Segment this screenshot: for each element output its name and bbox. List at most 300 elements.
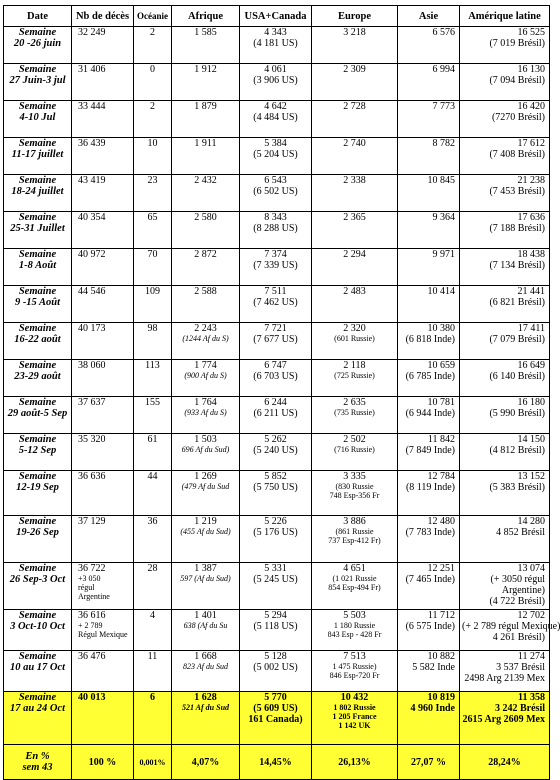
cell-europe-line: 1 475 Russie) bbox=[332, 662, 377, 671]
cell-asia-line: 8 782 bbox=[432, 138, 455, 149]
cell-europe-line: 2 338 bbox=[343, 175, 366, 186]
cell-date-line: Semaine bbox=[18, 323, 57, 334]
cell-latin-america bbox=[460, 651, 550, 692]
cell-usa-canada-line: 5 770 bbox=[264, 692, 287, 703]
cell-deaths-line: +3 050 bbox=[78, 574, 101, 583]
cell-usa-canada-line: 5 128 bbox=[264, 651, 287, 662]
cell-europe bbox=[312, 651, 398, 692]
cell-asia-line: 10 414 bbox=[427, 286, 455, 297]
cell-latin-america bbox=[460, 101, 550, 138]
cell-africa bbox=[172, 434, 240, 471]
cell-deaths-line: Régul Mexique bbox=[78, 630, 128, 639]
cell-asia bbox=[398, 138, 460, 175]
cell-date-line: 1-8 Août bbox=[18, 260, 57, 271]
cell-usa-canada-line: (5 245 US) bbox=[253, 574, 298, 585]
cell-oceania bbox=[134, 175, 172, 212]
cell-latin-america-line: 3 242 Brésil bbox=[495, 703, 545, 714]
cell-oceania-line: 11 bbox=[147, 651, 158, 662]
cell-oceania-line: 2 bbox=[150, 101, 155, 112]
cell-asia bbox=[398, 27, 460, 64]
cell-europe-line: 846 Esp-720 Fr bbox=[329, 671, 380, 680]
cell-europe-line: 10 432 bbox=[340, 692, 369, 703]
cell-europe-line: 1 142 UK bbox=[338, 721, 371, 730]
percent-asia: 27,07 % bbox=[398, 745, 460, 780]
cell-asia bbox=[398, 651, 460, 692]
cell-latin-america-line: 2498 Arg 2139 Mex bbox=[464, 673, 545, 684]
cell-europe bbox=[312, 212, 398, 249]
cell-usa-canada bbox=[240, 64, 312, 101]
table-row bbox=[4, 360, 550, 397]
cell-oceania-line: 155 bbox=[145, 397, 160, 408]
cell-asia bbox=[398, 175, 460, 212]
cell-usa-canada bbox=[240, 471, 312, 516]
cell-oceania bbox=[134, 64, 172, 101]
cell-usa-canada-line: 6 244 bbox=[264, 397, 287, 408]
cell-usa-canada bbox=[240, 212, 312, 249]
cell-date bbox=[4, 175, 72, 212]
cell-asia-line: 9 364 bbox=[432, 212, 455, 223]
percent-latin-america: 28,24% bbox=[460, 745, 550, 780]
cell-usa-canada bbox=[240, 563, 312, 610]
header-africa: Afrique bbox=[172, 6, 240, 27]
cell-asia-line: 12 251 bbox=[427, 563, 455, 574]
cell-oceania bbox=[134, 323, 172, 360]
cell-usa-canada-line: 6 747 bbox=[264, 360, 287, 371]
cell-date-line: 4-10 Jul bbox=[19, 112, 56, 123]
cell-oceania-line: 6 bbox=[150, 692, 155, 703]
cell-asia-line: 4 960 Inde bbox=[410, 703, 455, 714]
cell-europe-line: 748 Esp-356 Fr bbox=[329, 491, 380, 500]
cell-deaths-line: 40 354 bbox=[78, 212, 106, 223]
cell-asia-line: (6 575 Inde) bbox=[405, 621, 455, 632]
header-oceania: Océanie bbox=[134, 6, 172, 27]
cell-europe-line: (716 Russie) bbox=[334, 445, 375, 454]
cell-latin-america-line: 16 649 bbox=[517, 360, 545, 371]
cell-latin-america-line: (7 408 Brésil) bbox=[489, 149, 545, 160]
cell-usa-canada-line: 5 262 bbox=[264, 434, 287, 445]
cell-europe bbox=[312, 471, 398, 516]
cell-date-line: 3 Oct-10 Oct bbox=[10, 621, 65, 632]
cell-asia bbox=[398, 286, 460, 323]
cell-date-line: Semaine bbox=[18, 27, 57, 38]
deaths-table bbox=[3, 5, 560, 780]
cell-latin-america-line: 17 411 bbox=[517, 323, 545, 334]
cell-africa-line: 1 879 bbox=[194, 101, 217, 112]
cell-europe bbox=[312, 610, 398, 651]
table-row bbox=[4, 471, 550, 516]
cell-asia bbox=[398, 471, 460, 516]
cell-usa-canada bbox=[240, 397, 312, 434]
cell-latin-america bbox=[460, 175, 550, 212]
cell-deaths-line: 44 546 bbox=[78, 286, 106, 297]
table-row bbox=[4, 64, 550, 101]
header-deaths: Nb de décès bbox=[72, 6, 134, 27]
cell-date-line: 23-29 août bbox=[14, 371, 61, 382]
cell-deaths-line: 37 637 bbox=[78, 397, 106, 408]
cell-europe bbox=[312, 286, 398, 323]
cell-oceania-line: 23 bbox=[147, 175, 158, 186]
table-row bbox=[4, 27, 550, 64]
table-row bbox=[4, 692, 550, 745]
cell-date-line: Semaine bbox=[18, 101, 57, 112]
cell-usa-canada-line: 5 852 bbox=[264, 471, 287, 482]
cell-latin-america bbox=[460, 692, 550, 745]
cell-deaths-line: 31 406 bbox=[78, 64, 106, 75]
cell-date-line: Semaine bbox=[18, 138, 57, 149]
cell-usa-canada bbox=[240, 651, 312, 692]
cell-date bbox=[4, 27, 72, 64]
cell-asia bbox=[398, 64, 460, 101]
percent-europe: 26,13% bbox=[312, 745, 398, 780]
cell-europe-line: 3 218 bbox=[343, 27, 366, 38]
cell-date-line: Semaine bbox=[18, 610, 57, 621]
cell-latin-america-line: 4 261 Brésil) bbox=[492, 632, 545, 643]
cell-latin-america-line: 17 636 bbox=[517, 212, 545, 223]
cell-usa-canada-line: 8 343 bbox=[264, 212, 287, 223]
cell-africa bbox=[172, 138, 240, 175]
cell-africa-line: 696 Af du Sud) bbox=[181, 445, 230, 454]
cell-date bbox=[4, 323, 72, 360]
cell-deaths-line: 43 419 bbox=[78, 175, 106, 186]
cell-deaths bbox=[72, 64, 134, 101]
cell-africa bbox=[172, 249, 240, 286]
cell-date-line: Semaine bbox=[18, 286, 57, 297]
cell-europe-line: 4 651 bbox=[343, 563, 366, 574]
cell-africa-line: 1 668 bbox=[194, 651, 217, 662]
cell-oceania bbox=[134, 101, 172, 138]
cell-europe bbox=[312, 397, 398, 434]
cell-deaths-line: 40 013 bbox=[78, 692, 106, 703]
cell-usa-canada-line: 4 061 bbox=[264, 64, 287, 75]
cell-africa-line: 638 (Af du Su bbox=[183, 621, 228, 630]
cell-usa-canada-line: (5 002 US) bbox=[253, 662, 298, 673]
cell-deaths bbox=[72, 360, 134, 397]
cell-latin-america bbox=[460, 397, 550, 434]
cell-asia bbox=[398, 516, 460, 563]
cell-usa-canada-line: (4 181 US) bbox=[253, 38, 298, 49]
cell-africa bbox=[172, 516, 240, 563]
cell-oceania-line: 44 bbox=[147, 471, 158, 482]
cell-latin-america-line: 16 130 bbox=[517, 64, 545, 75]
cell-deaths bbox=[72, 101, 134, 138]
cell-africa-line: (1244 Af du S) bbox=[182, 334, 229, 343]
cell-africa-line: 1 585 bbox=[194, 27, 217, 38]
cell-usa-canada bbox=[240, 138, 312, 175]
cell-asia-line: 10 845 bbox=[427, 175, 455, 186]
cell-oceania bbox=[134, 27, 172, 64]
cell-africa-line: 1 774 bbox=[194, 360, 217, 371]
cell-deaths bbox=[72, 651, 134, 692]
cell-date bbox=[4, 286, 72, 323]
cell-africa-line: 2 580 bbox=[194, 212, 217, 223]
cell-asia-line: 12 784 bbox=[427, 471, 455, 482]
cell-latin-america-line: 21 441 bbox=[517, 286, 545, 297]
cell-africa-line: (455 Af du Sud) bbox=[180, 527, 231, 536]
cell-oceania-line: 109 bbox=[145, 286, 160, 297]
cell-deaths bbox=[72, 434, 134, 471]
cell-europe bbox=[312, 101, 398, 138]
cell-europe bbox=[312, 175, 398, 212]
cell-usa-canada-line: 6 543 bbox=[264, 175, 287, 186]
cell-africa-line: (479 Af du Sud bbox=[181, 482, 230, 491]
cell-usa-canada-line: (5 204 US) bbox=[253, 149, 298, 160]
cell-oceania-line: 70 bbox=[147, 249, 158, 260]
cell-date bbox=[4, 563, 72, 610]
cell-europe-line: 2 365 bbox=[343, 212, 366, 223]
cell-asia-line: 11 842 bbox=[427, 434, 455, 445]
cell-date-line: 9 -15 Août bbox=[14, 297, 61, 308]
cell-latin-america bbox=[460, 64, 550, 101]
cell-latin-america-line: 16 420 bbox=[517, 101, 545, 112]
cell-europe bbox=[312, 64, 398, 101]
cell-oceania bbox=[134, 471, 172, 516]
cell-asia-line: 7 773 bbox=[432, 101, 455, 112]
cell-latin-america bbox=[460, 249, 550, 286]
cell-date-line: Semaine bbox=[18, 249, 57, 260]
cell-europe-line: (830 Russie bbox=[335, 482, 374, 491]
cell-latin-america bbox=[460, 138, 550, 175]
cell-date-line: Semaine bbox=[18, 212, 57, 223]
cell-latin-america-line: 17 612 bbox=[517, 138, 545, 149]
cell-asia-line: 10 882 bbox=[427, 651, 455, 662]
cell-usa-canada-line: 7 374 bbox=[264, 249, 287, 260]
table-row bbox=[4, 323, 550, 360]
cell-usa-canada-line: (6 211 US) bbox=[253, 408, 298, 419]
cell-europe bbox=[312, 138, 398, 175]
cell-date-line: 5-12 Sep bbox=[18, 445, 57, 456]
cell-usa-canada-line: 4 343 bbox=[264, 27, 287, 38]
cell-usa-canada-line: 161 Canada) bbox=[248, 714, 303, 725]
cell-usa-canada-line: (8 288 US) bbox=[253, 223, 298, 234]
cell-deaths-line: 36 476 bbox=[78, 651, 106, 662]
table-row bbox=[4, 516, 550, 563]
cell-europe-line: 843 Esp - 428 Fr bbox=[327, 630, 382, 639]
cell-deaths bbox=[72, 692, 134, 745]
cell-latin-america-line: (+ 3050 régul bbox=[490, 574, 545, 585]
cell-europe bbox=[312, 516, 398, 563]
percent-deaths: 100 % bbox=[72, 745, 134, 780]
cell-africa bbox=[172, 397, 240, 434]
header-date: Date bbox=[4, 6, 72, 27]
cell-oceania-line: 61 bbox=[147, 434, 158, 445]
cell-deaths-line: 40 173 bbox=[78, 323, 106, 334]
cell-latin-america-line: (4 722 Brésil) bbox=[489, 596, 545, 607]
cell-oceania bbox=[134, 249, 172, 286]
cell-latin-america-line: (7270 Brésil) bbox=[491, 112, 545, 123]
cell-latin-america bbox=[460, 516, 550, 563]
cell-date bbox=[4, 692, 72, 745]
cell-date-line: 27 Juin-3 jul bbox=[9, 75, 66, 86]
cell-oceania bbox=[134, 286, 172, 323]
cell-africa bbox=[172, 175, 240, 212]
cell-date bbox=[4, 138, 72, 175]
cell-asia-line: 6 576 bbox=[432, 27, 455, 38]
cell-asia bbox=[398, 692, 460, 745]
table-row bbox=[4, 651, 550, 692]
cell-europe-line: 1 802 Russie bbox=[333, 703, 376, 712]
cell-asia bbox=[398, 212, 460, 249]
cell-latin-america-line: (7 079 Brésil) bbox=[489, 334, 545, 345]
cell-date-line: Semaine bbox=[18, 651, 57, 662]
cell-asia-line: (7 849 Inde) bbox=[405, 445, 455, 456]
cell-europe bbox=[312, 27, 398, 64]
cell-latin-america-line: 18 438 bbox=[517, 249, 545, 260]
cell-europe-line: (861 Russie bbox=[335, 527, 374, 536]
cell-asia-line: (6 818 Inde) bbox=[405, 334, 455, 345]
cell-date-line: 10 au 17 Oct bbox=[9, 662, 66, 673]
cell-europe bbox=[312, 434, 398, 471]
cell-latin-america bbox=[460, 27, 550, 64]
cell-europe-line: 1 205 France bbox=[332, 712, 377, 721]
cell-europe-line: 5 503 bbox=[343, 610, 366, 621]
cell-latin-america-line: (5 383 Brésil) bbox=[489, 482, 545, 493]
cell-europe-line: 854 Esp-494 Fr) bbox=[328, 583, 381, 592]
cell-africa-line: 1 912 bbox=[194, 64, 217, 75]
cell-oceania bbox=[134, 610, 172, 651]
cell-africa-line: 1 503 bbox=[194, 434, 217, 445]
cell-africa-line: 1 269 bbox=[194, 471, 217, 482]
cell-europe-line: 2 294 bbox=[343, 249, 366, 260]
cell-deaths-line: régul bbox=[78, 583, 95, 592]
cell-deaths-line: 32 249 bbox=[78, 27, 106, 38]
cell-asia bbox=[398, 101, 460, 138]
cell-africa bbox=[172, 64, 240, 101]
cell-oceania bbox=[134, 138, 172, 175]
cell-date-line: Semaine bbox=[18, 516, 57, 527]
cell-latin-america bbox=[460, 434, 550, 471]
cell-date bbox=[4, 249, 72, 286]
cell-europe-line: 2 728 bbox=[343, 101, 366, 112]
cell-asia-line: (6 944 Inde) bbox=[405, 408, 455, 419]
cell-deaths bbox=[72, 212, 134, 249]
cell-europe-line: (725 Russie) bbox=[334, 371, 375, 380]
cell-africa-line: 1 219 bbox=[194, 516, 217, 527]
cell-latin-america-line: 12 702 bbox=[517, 610, 545, 621]
cell-oceania bbox=[134, 212, 172, 249]
cell-europe-line: 2 320 bbox=[343, 323, 366, 334]
cell-deaths bbox=[72, 249, 134, 286]
cell-oceania-line: 10 bbox=[147, 138, 158, 149]
cell-latin-america-line: (7 134 Brésil) bbox=[489, 260, 545, 271]
cell-africa bbox=[172, 692, 240, 745]
percent-label-line: En % bbox=[25, 751, 50, 762]
cell-deaths-line: 36 616 bbox=[78, 610, 106, 621]
cell-usa-canada bbox=[240, 610, 312, 651]
table-row bbox=[4, 286, 550, 323]
cell-usa-canada-line: 5 294 bbox=[264, 610, 287, 621]
cell-date-line: 17 au 24 Oct bbox=[9, 703, 66, 714]
cell-latin-america-line: 13 074 bbox=[517, 563, 545, 574]
cell-usa-canada-line: (5 118 US) bbox=[253, 621, 298, 632]
table-row bbox=[4, 397, 550, 434]
cell-asia bbox=[398, 563, 460, 610]
cell-date bbox=[4, 471, 72, 516]
cell-date bbox=[4, 101, 72, 138]
cell-africa-line: 2 432 bbox=[194, 175, 217, 186]
cell-latin-america bbox=[460, 563, 550, 610]
cell-deaths-line: 33 444 bbox=[78, 101, 106, 112]
cell-europe-line: 3 335 bbox=[343, 471, 366, 482]
cell-date bbox=[4, 212, 72, 249]
percent-africa: 4,07% bbox=[172, 745, 240, 780]
cell-usa-canada-line: 5 226 bbox=[264, 516, 287, 527]
cell-date-line: Semaine bbox=[18, 563, 57, 574]
cell-asia bbox=[398, 360, 460, 397]
cell-deaths bbox=[72, 138, 134, 175]
cell-latin-america-line: Argentine) bbox=[501, 585, 545, 596]
table-row bbox=[4, 101, 550, 138]
cell-africa-line: (900 Af du S) bbox=[184, 371, 227, 380]
cell-deaths bbox=[72, 471, 134, 516]
cell-asia-line: 12 480 bbox=[427, 516, 455, 527]
cell-usa-canada bbox=[240, 27, 312, 64]
cell-usa-canada bbox=[240, 434, 312, 471]
cell-latin-america-line: 11 274 bbox=[517, 651, 545, 662]
cell-date bbox=[4, 434, 72, 471]
header-latin-america: Amérique latine bbox=[460, 6, 550, 27]
table-row bbox=[4, 175, 550, 212]
cell-deaths-line: 40 972 bbox=[78, 249, 106, 260]
cell-latin-america bbox=[460, 360, 550, 397]
cell-usa-canada bbox=[240, 323, 312, 360]
cell-africa-line: 1 401 bbox=[194, 610, 217, 621]
cell-deaths-line: 35 320 bbox=[78, 434, 106, 445]
cell-oceania bbox=[134, 360, 172, 397]
header-usa-canada: USA+Canada bbox=[240, 6, 312, 27]
cell-oceania-line: 4 bbox=[150, 610, 155, 621]
cell-africa bbox=[172, 323, 240, 360]
cell-asia-line: (7 465 Inde) bbox=[405, 574, 455, 585]
cell-europe-line: 7 513 bbox=[343, 651, 366, 662]
cell-date-line: 19-26 Sep bbox=[16, 527, 59, 538]
cell-date-line: Semaine bbox=[18, 64, 57, 75]
cell-africa-line: 1 911 bbox=[194, 138, 217, 149]
cell-europe-line: 737 Esp-412 Fr) bbox=[328, 536, 381, 545]
cell-usa-canada-line: (5 750 US) bbox=[253, 482, 298, 493]
cell-asia bbox=[398, 434, 460, 471]
cell-deaths bbox=[72, 323, 134, 360]
cell-latin-america-line: (7 188 Brésil) bbox=[489, 223, 545, 234]
cell-africa bbox=[172, 27, 240, 64]
table-row bbox=[4, 563, 550, 610]
cell-date-line: Semaine bbox=[18, 397, 57, 408]
cell-europe bbox=[312, 563, 398, 610]
cell-africa-line: (933 Af du S) bbox=[184, 408, 227, 417]
cell-usa-canada-line: (3 906 US) bbox=[253, 75, 298, 86]
cell-africa bbox=[172, 286, 240, 323]
cell-oceania-line: 2 bbox=[150, 27, 155, 38]
cell-europe-line: (1 021 Russie bbox=[332, 574, 377, 583]
cell-date-line: 26 Sep-3 Oct bbox=[9, 574, 66, 585]
table-row bbox=[4, 249, 550, 286]
cell-asia-line: 11 712 bbox=[427, 610, 455, 621]
cell-date bbox=[4, 360, 72, 397]
cell-europe-line: 2 740 bbox=[343, 138, 366, 149]
cell-latin-america bbox=[460, 610, 560, 651]
cell-latin-america bbox=[460, 286, 550, 323]
cell-deaths bbox=[72, 286, 134, 323]
cell-date bbox=[4, 651, 72, 692]
cell-asia-line: 5 582 Inde bbox=[412, 662, 455, 673]
cell-latin-america-line: (4 812 Brésil) bbox=[489, 445, 545, 456]
cell-date-line: Semaine bbox=[18, 471, 57, 482]
cell-africa-line: 1 628 bbox=[194, 692, 217, 703]
cell-latin-america-line: 2615 Arg 2609 Mex bbox=[462, 714, 545, 725]
cell-oceania bbox=[134, 516, 172, 563]
cell-date bbox=[4, 64, 72, 101]
cell-latin-america-line: (6 140 Brésil) bbox=[489, 371, 545, 382]
cell-deaths-line: Argentine bbox=[78, 592, 110, 601]
